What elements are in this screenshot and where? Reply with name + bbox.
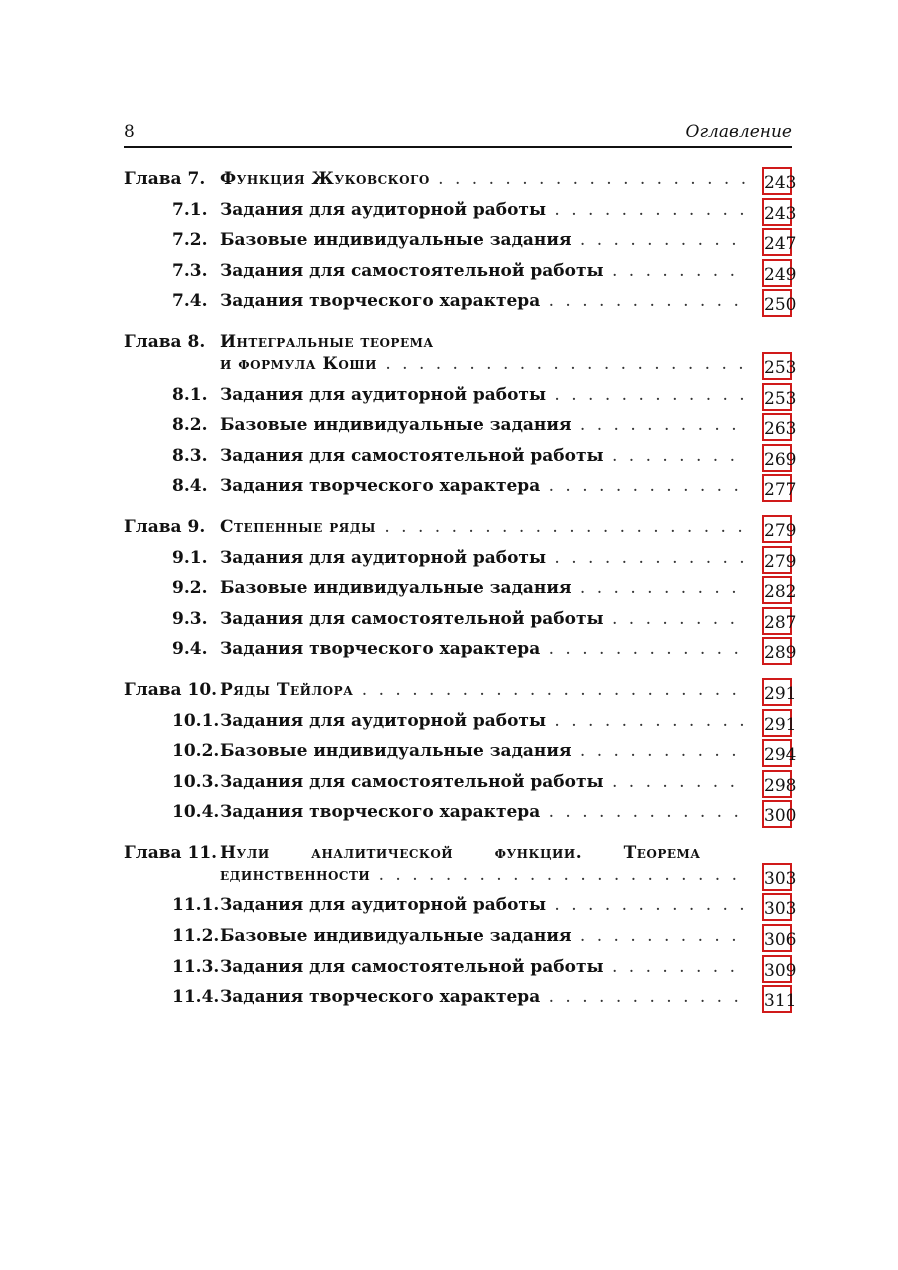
section-number: 9.4. xyxy=(172,639,208,660)
chapter-title-line2: единственности . . . xyxy=(220,865,746,885)
toc-chapter-8 xyxy=(124,330,797,505)
section-number: 9.2. xyxy=(172,578,208,599)
running-title: Оглавление xyxy=(685,122,792,142)
chapter-title-word: Теорема xyxy=(623,842,701,863)
section-number: 10.4. xyxy=(172,802,220,823)
toc-chapter-7 xyxy=(124,167,797,320)
chapter-title: Степенные ряды . . . xyxy=(220,517,746,537)
section-title: Задания для самостоятельной работы . . . xyxy=(220,957,746,977)
page-link[interactable]: 249 xyxy=(762,259,792,287)
page-link[interactable]: 250 xyxy=(762,289,792,317)
section-title: Базовые индивидуальные задания . . . xyxy=(220,230,746,250)
page-link[interactable]: 289 xyxy=(762,637,792,665)
section-title: Задания творческого характера . . . xyxy=(220,987,746,1007)
chapter-label: Глава 8. xyxy=(124,331,206,352)
chapter-title-word: Нули xyxy=(220,842,270,863)
section-title: Задания творческого характера . . . xyxy=(220,291,746,311)
page-link[interactable]: 277 xyxy=(762,474,792,502)
page-link[interactable]: 243 xyxy=(762,198,792,226)
page-link[interactable]: 291 xyxy=(762,678,792,706)
page-link[interactable]: 282 xyxy=(762,576,792,604)
page-link[interactable]: 279 xyxy=(762,515,792,543)
section-number: 8.3. xyxy=(172,445,208,466)
section-number: 8.4. xyxy=(172,476,208,497)
section-number: 7.2. xyxy=(172,230,208,251)
section-title: Задания для самостоятельной работы . . . xyxy=(220,772,746,792)
section-title: Задания для аудиторной работы . . . xyxy=(220,895,746,915)
page-link[interactable]: 309 xyxy=(762,955,792,983)
section-number: 10.2. xyxy=(172,741,220,762)
page-link[interactable]: 287 xyxy=(762,607,792,635)
page-link[interactable]: 253 xyxy=(762,383,792,411)
page-link[interactable]: 303 xyxy=(762,863,792,891)
section-title: Задания творческого характера . . . xyxy=(220,802,746,822)
chapter-label: Глава 9. xyxy=(124,516,206,537)
section-number: 7.3. xyxy=(172,260,208,281)
toc-chapter-10 xyxy=(124,678,797,831)
chapter-title-word: функции. xyxy=(494,842,583,863)
section-number: 7.1. xyxy=(172,199,208,220)
toc-chapter-9 xyxy=(124,515,797,668)
chapter-title: Ряды Тейлора . . . xyxy=(220,680,746,700)
section-title: Задания творческого характера . . . xyxy=(220,639,746,659)
page-link[interactable]: 300 xyxy=(762,800,792,828)
section-number: 11.1. xyxy=(172,895,220,916)
section-number: 9.1. xyxy=(172,547,208,568)
section-number: 10.1. xyxy=(172,710,220,731)
page-link[interactable]: 243 xyxy=(762,167,792,195)
page-link[interactable]: 306 xyxy=(762,924,792,952)
section-title: Задания для аудиторной работы . . . xyxy=(220,385,746,405)
page-link[interactable]: 247 xyxy=(762,228,792,256)
page-link[interactable]: 298 xyxy=(762,770,792,798)
section-title: Задания для аудиторной работы . . . xyxy=(220,548,746,568)
chapter-title-line1 xyxy=(220,843,742,863)
section-title: Задания для самостоятельной работы . . . xyxy=(220,261,746,281)
section-number: 11.3. xyxy=(172,956,220,977)
page-link[interactable]: 269 xyxy=(762,444,792,472)
section-number: 11.4. xyxy=(172,987,220,1008)
page-link[interactable]: 253 xyxy=(762,352,792,380)
page-number: 8 xyxy=(124,122,135,142)
page-link[interactable]: 291 xyxy=(762,709,792,737)
chapter-label: Глава 7. xyxy=(124,169,206,189)
chapter-label: Глава 11. xyxy=(124,842,218,863)
section-title: Задания для самостоятельной работы . . . xyxy=(220,609,746,629)
section-title: Задания для аудиторной работы . . . xyxy=(220,200,746,220)
page-link[interactable]: 311 xyxy=(762,985,792,1013)
section-title: Базовые индивидуальные задания . . . xyxy=(220,926,746,946)
section-title: Задания для самостоятельной работы . . . xyxy=(220,446,746,466)
section-title: Базовые индивидуальные задания . . . xyxy=(220,578,746,598)
section-number: 9.3. xyxy=(172,608,208,629)
section-number: 8.1. xyxy=(172,384,208,405)
page-link[interactable]: 303 xyxy=(762,893,792,921)
section-title: Базовые индивидуальные задания . . . xyxy=(220,415,746,435)
page-link[interactable]: 263 xyxy=(762,413,792,441)
section-number: 7.4. xyxy=(172,291,208,312)
chapter-label: Глава 10. xyxy=(124,679,218,700)
chapter-title-line1: Интегральные теорема xyxy=(220,331,434,352)
chapter-title-word: аналитической xyxy=(311,842,454,863)
toc-chapter-11 xyxy=(124,841,797,1016)
section-number: 10.3. xyxy=(172,771,220,792)
page-link[interactable]: 294 xyxy=(762,739,792,767)
section-title: Базовые индивидуальные задания . . . xyxy=(220,741,746,761)
table-of-contents xyxy=(124,167,797,1026)
section-number: 11.2. xyxy=(172,926,220,947)
page-header xyxy=(124,120,792,148)
page-link[interactable]: 279 xyxy=(762,546,792,574)
section-number: 8.2. xyxy=(172,415,208,436)
chapter-title: Функция Жуковского . . . xyxy=(220,169,746,189)
section-title: Задания творческого характера . . . xyxy=(220,476,746,496)
chapter-title-line2: и формула Коши . . . xyxy=(220,354,746,374)
section-title: Задания для аудиторной работы . . . xyxy=(220,711,746,731)
